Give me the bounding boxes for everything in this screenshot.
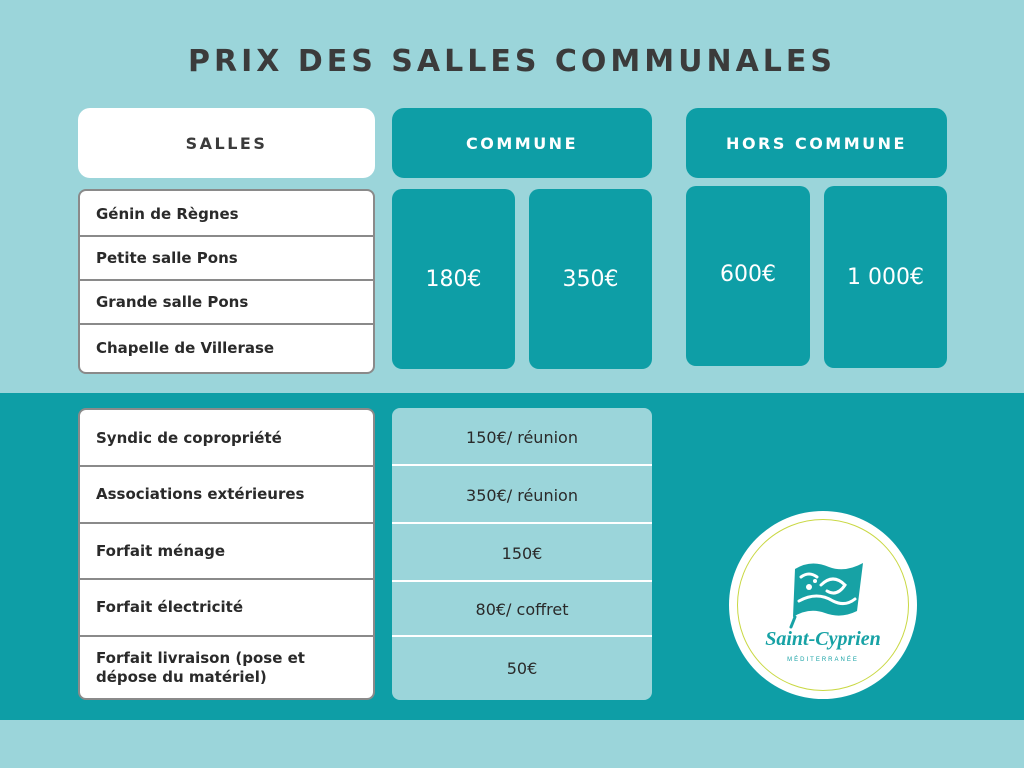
price-hors-commune-2: 1 000€ xyxy=(824,186,947,368)
salle-item: Chapelle de Villerase xyxy=(96,339,275,357)
extra-price: 350€/ réunion xyxy=(466,485,578,505)
logo-subtitle: MÉDITERRANÉE xyxy=(787,657,859,663)
header-salles: SALLES xyxy=(78,108,375,178)
extras-list xyxy=(78,408,375,700)
salles-list xyxy=(78,189,375,374)
extra-label: Associations extérieures xyxy=(96,485,305,503)
price-commune-1: 180€ xyxy=(392,189,515,369)
extra-price: 50€ xyxy=(506,659,538,678)
price-commune-2: 350€ xyxy=(529,189,652,369)
extra-price: 150€ xyxy=(501,543,543,563)
header-commune: COMMUNE xyxy=(392,108,652,178)
logo-name: Saint-Cyprien xyxy=(765,628,881,650)
page-title: PRIX DES SALLES COMMUNALES xyxy=(188,44,836,79)
price-hors-commune-1: 600€ xyxy=(686,186,810,366)
extra-price: 80€/ coffret xyxy=(475,599,569,619)
extra-label: Syndic de copropriété xyxy=(96,428,282,447)
bottom-band xyxy=(0,720,1024,768)
extras-prices xyxy=(392,408,652,700)
extra-label: Forfait ménage xyxy=(96,541,226,560)
extra-label: Forfait électricité xyxy=(96,597,243,616)
extra-label: Forfait livraison (pose et dépose du matériel) xyxy=(96,648,305,686)
extra-price: 150€/ réunion xyxy=(466,427,578,447)
saint-cyprien-logo xyxy=(729,511,917,699)
salle-item: Génin de Règnes xyxy=(96,204,239,223)
salle-item: Grande salle Pons xyxy=(96,292,249,311)
header-hors-commune: HORS COMMUNE xyxy=(686,108,947,178)
logo-emblem xyxy=(737,519,909,691)
salle-item: Petite salle Pons xyxy=(96,248,238,267)
